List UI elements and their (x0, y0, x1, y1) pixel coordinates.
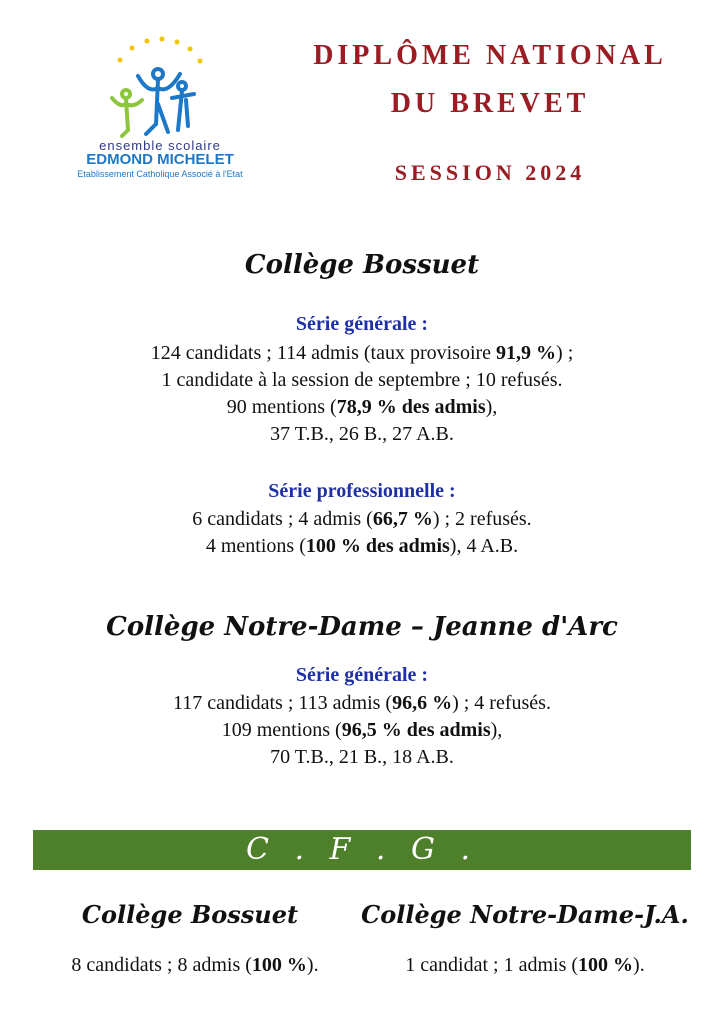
ndja-generale-line-1: 117 candidats ; 113 admis (96,6 %) ; 4 refusés. (173, 692, 551, 714)
bossuet-heading: Collège Bossuet (244, 250, 480, 280)
cfg-banner-title: C . F . G . (245, 832, 479, 867)
session-title: SESSION 2024 (394, 160, 586, 185)
cfg-bossuet-heading: Collège Bossuet (81, 900, 299, 929)
bossuet-generale-line-2: 1 candidate à la session de septembre ; 10 refusés. (161, 369, 563, 391)
title-line-2: DU BREVET (390, 88, 590, 119)
bossuet-pro-line-2: 4 mentions (100 % des admis), 4 A.B. (205, 535, 519, 557)
bossuet-generale-line-1: 124 candidats ; 114 admis (taux provisoire 91,9 %) ; (150, 342, 574, 364)
ndja-generale-line-2: 109 mentions (96,5 % des admis), (221, 719, 503, 741)
bossuet-generale-line-3: 90 mentions (78,9 % des admis), (226, 396, 498, 418)
bossuet-pro-label: Série professionnelle : (268, 480, 456, 502)
ndja-generale-label: Série générale : (295, 664, 429, 686)
logo-emblem-icon (102, 34, 212, 138)
cfg-ndja-result: 1 candidat ; 1 admis (100 %). (405, 954, 645, 976)
bossuet-pro-line-1: 6 candidats ; 4 admis (66,7 %) ; 2 refusés. (192, 508, 532, 530)
logo-tagline: Etablissement Catholique Associé à l'Etat (77, 169, 243, 179)
ndja-generale-line-3: 70 T.B., 21 B., 18 A.B. (270, 746, 454, 768)
ndja-heading: Collège Notre-Dame – Jeanne d'Arc (106, 612, 618, 642)
cfg-banner (33, 830, 691, 870)
logo-name: EDMOND MICHELET (86, 151, 234, 168)
cfg-bossuet-result: 8 candidats ; 8 admis (100 %). (71, 954, 319, 976)
cfg-ndja-heading: Collège Notre-Dame-J.A. (361, 900, 689, 929)
bossuet-generale-line-4: 37 T.B., 26 B., 27 A.B. (270, 423, 454, 445)
title-line-1: DIPLÔME NATIONAL (313, 40, 667, 71)
bossuet-generale-label: Série générale : (295, 313, 429, 335)
logo-subtitle: ensemble scolaire (99, 138, 221, 153)
school-logo (40, 34, 280, 184)
